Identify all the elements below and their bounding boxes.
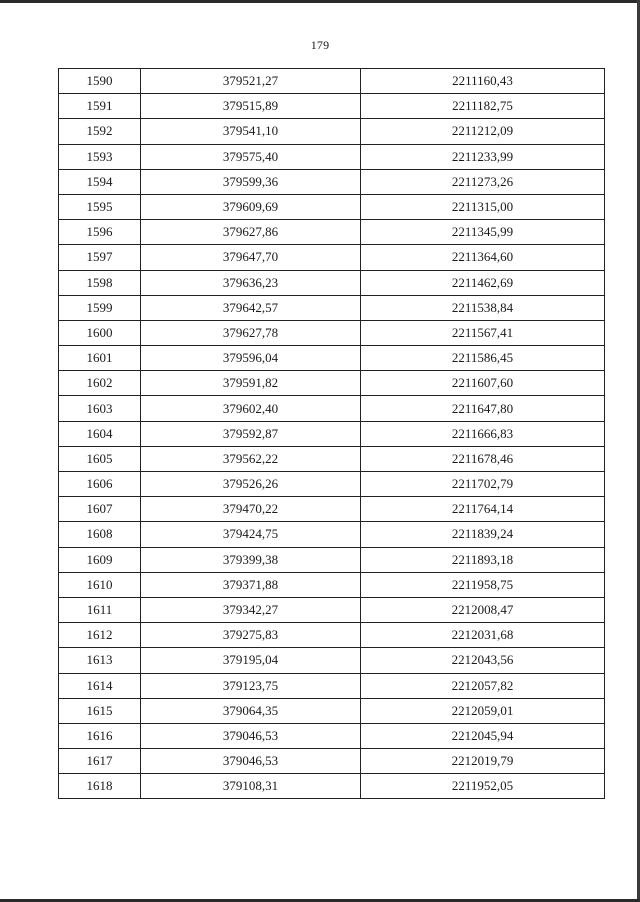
point-number-cell: 1595	[59, 194, 141, 219]
y-coordinate-cell: 2211567,41	[361, 320, 605, 345]
y-coordinate-cell: 2212045,94	[361, 723, 605, 748]
table-row	[59, 774, 605, 799]
y-coordinate-cell: 2211538,84	[361, 295, 605, 320]
x-coordinate-cell: 379575,40	[141, 144, 361, 169]
y-coordinate-cell: 2211315,00	[361, 194, 605, 219]
table-row	[59, 119, 605, 144]
point-number-cell: 1610	[59, 572, 141, 597]
y-coordinate-cell: 2212057,82	[361, 673, 605, 698]
x-coordinate-cell: 379526,26	[141, 472, 361, 497]
point-number-cell: 1611	[59, 597, 141, 622]
table-row	[59, 522, 605, 547]
y-coordinate-cell: 2211233,99	[361, 144, 605, 169]
table-row	[59, 396, 605, 421]
y-coordinate-cell: 2212059,01	[361, 698, 605, 723]
point-number-cell: 1592	[59, 119, 141, 144]
x-coordinate-cell: 379599,36	[141, 169, 361, 194]
table-row	[59, 94, 605, 119]
table-row	[59, 597, 605, 622]
x-coordinate-cell: 379627,86	[141, 220, 361, 245]
point-number-cell: 1604	[59, 421, 141, 446]
scan-edge-top	[0, 0, 640, 3]
y-coordinate-cell: 2211345,99	[361, 220, 605, 245]
table-row	[59, 497, 605, 522]
point-number-cell: 1590	[59, 69, 141, 94]
point-number-cell: 1614	[59, 673, 141, 698]
x-coordinate-cell: 379275,83	[141, 623, 361, 648]
table-row	[59, 320, 605, 345]
y-coordinate-cell: 2211182,75	[361, 94, 605, 119]
table-row	[59, 623, 605, 648]
y-coordinate-cell: 2211702,79	[361, 472, 605, 497]
point-number-cell: 1598	[59, 270, 141, 295]
y-coordinate-cell: 2212008,47	[361, 597, 605, 622]
x-coordinate-cell: 379195,04	[141, 648, 361, 673]
table-row	[59, 673, 605, 698]
table-row	[59, 723, 605, 748]
table-row	[59, 194, 605, 219]
point-number-cell: 1605	[59, 446, 141, 471]
table-row	[59, 371, 605, 396]
table-row	[59, 472, 605, 497]
table-row	[59, 169, 605, 194]
x-coordinate-cell: 379521,27	[141, 69, 361, 94]
point-number-cell: 1612	[59, 623, 141, 648]
y-coordinate-cell: 2211212,09	[361, 119, 605, 144]
table-row	[59, 648, 605, 673]
x-coordinate-cell: 379602,40	[141, 396, 361, 421]
point-number-cell: 1615	[59, 698, 141, 723]
y-coordinate-cell: 2211839,24	[361, 522, 605, 547]
point-number-cell: 1616	[59, 723, 141, 748]
point-number-cell: 1600	[59, 320, 141, 345]
x-coordinate-cell: 379123,75	[141, 673, 361, 698]
y-coordinate-cell: 2211764,14	[361, 497, 605, 522]
point-number-cell: 1594	[59, 169, 141, 194]
x-coordinate-cell: 379371,88	[141, 572, 361, 597]
y-coordinate-cell: 2211586,45	[361, 346, 605, 371]
point-number-cell: 1617	[59, 749, 141, 774]
coordinates-table-body	[59, 69, 605, 799]
y-coordinate-cell: 2211958,75	[361, 572, 605, 597]
x-coordinate-cell: 379627,78	[141, 320, 361, 345]
y-coordinate-cell: 2212031,68	[361, 623, 605, 648]
table-row	[59, 572, 605, 597]
table-row	[59, 346, 605, 371]
y-coordinate-cell: 2211666,83	[361, 421, 605, 446]
x-coordinate-cell: 379108,31	[141, 774, 361, 799]
y-coordinate-cell: 2211364,60	[361, 245, 605, 270]
table-row	[59, 698, 605, 723]
point-number-cell: 1607	[59, 497, 141, 522]
point-number-cell: 1596	[59, 220, 141, 245]
y-coordinate-cell: 2212043,56	[361, 648, 605, 673]
page-number: 179	[310, 38, 330, 52]
y-coordinate-cell: 2212019,79	[361, 749, 605, 774]
point-number-cell: 1613	[59, 648, 141, 673]
table-row	[59, 421, 605, 446]
x-coordinate-cell: 379046,53	[141, 723, 361, 748]
x-coordinate-cell: 379609,69	[141, 194, 361, 219]
point-number-cell: 1602	[59, 371, 141, 396]
point-number-cell: 1606	[59, 472, 141, 497]
coordinates-table	[58, 68, 605, 799]
y-coordinate-cell: 2211273,26	[361, 169, 605, 194]
point-number-cell: 1593	[59, 144, 141, 169]
point-number-cell: 1603	[59, 396, 141, 421]
y-coordinate-cell: 2211647,80	[361, 396, 605, 421]
table-row	[59, 220, 605, 245]
table-row	[59, 446, 605, 471]
x-coordinate-cell: 379596,04	[141, 346, 361, 371]
table-row	[59, 547, 605, 572]
x-coordinate-cell: 379046,53	[141, 749, 361, 774]
x-coordinate-cell: 379592,87	[141, 421, 361, 446]
table-row	[59, 245, 605, 270]
x-coordinate-cell: 379470,22	[141, 497, 361, 522]
y-coordinate-cell: 2211678,46	[361, 446, 605, 471]
point-number-cell: 1608	[59, 522, 141, 547]
x-coordinate-cell: 379424,75	[141, 522, 361, 547]
x-coordinate-cell: 379647,70	[141, 245, 361, 270]
table-row	[59, 69, 605, 94]
point-number-cell: 1599	[59, 295, 141, 320]
point-number-cell: 1618	[59, 774, 141, 799]
point-number-cell: 1609	[59, 547, 141, 572]
y-coordinate-cell: 2211160,43	[361, 69, 605, 94]
x-coordinate-cell: 379562,22	[141, 446, 361, 471]
point-number-cell: 1591	[59, 94, 141, 119]
point-number-cell: 1601	[59, 346, 141, 371]
x-coordinate-cell: 379515,89	[141, 94, 361, 119]
x-coordinate-cell: 379342,27	[141, 597, 361, 622]
x-coordinate-cell: 379064,35	[141, 698, 361, 723]
y-coordinate-cell: 2211462,69	[361, 270, 605, 295]
y-coordinate-cell: 2211893,18	[361, 547, 605, 572]
table-row	[59, 749, 605, 774]
x-coordinate-cell: 379399,38	[141, 547, 361, 572]
x-coordinate-cell: 379636,23	[141, 270, 361, 295]
x-coordinate-cell: 379591,82	[141, 371, 361, 396]
y-coordinate-cell: 2211607,60	[361, 371, 605, 396]
y-coordinate-cell: 2211952,05	[361, 774, 605, 799]
point-number-cell: 1597	[59, 245, 141, 270]
table-row	[59, 144, 605, 169]
x-coordinate-cell: 379541,10	[141, 119, 361, 144]
table-row	[59, 295, 605, 320]
x-coordinate-cell: 379642,57	[141, 295, 361, 320]
table-row	[59, 270, 605, 295]
